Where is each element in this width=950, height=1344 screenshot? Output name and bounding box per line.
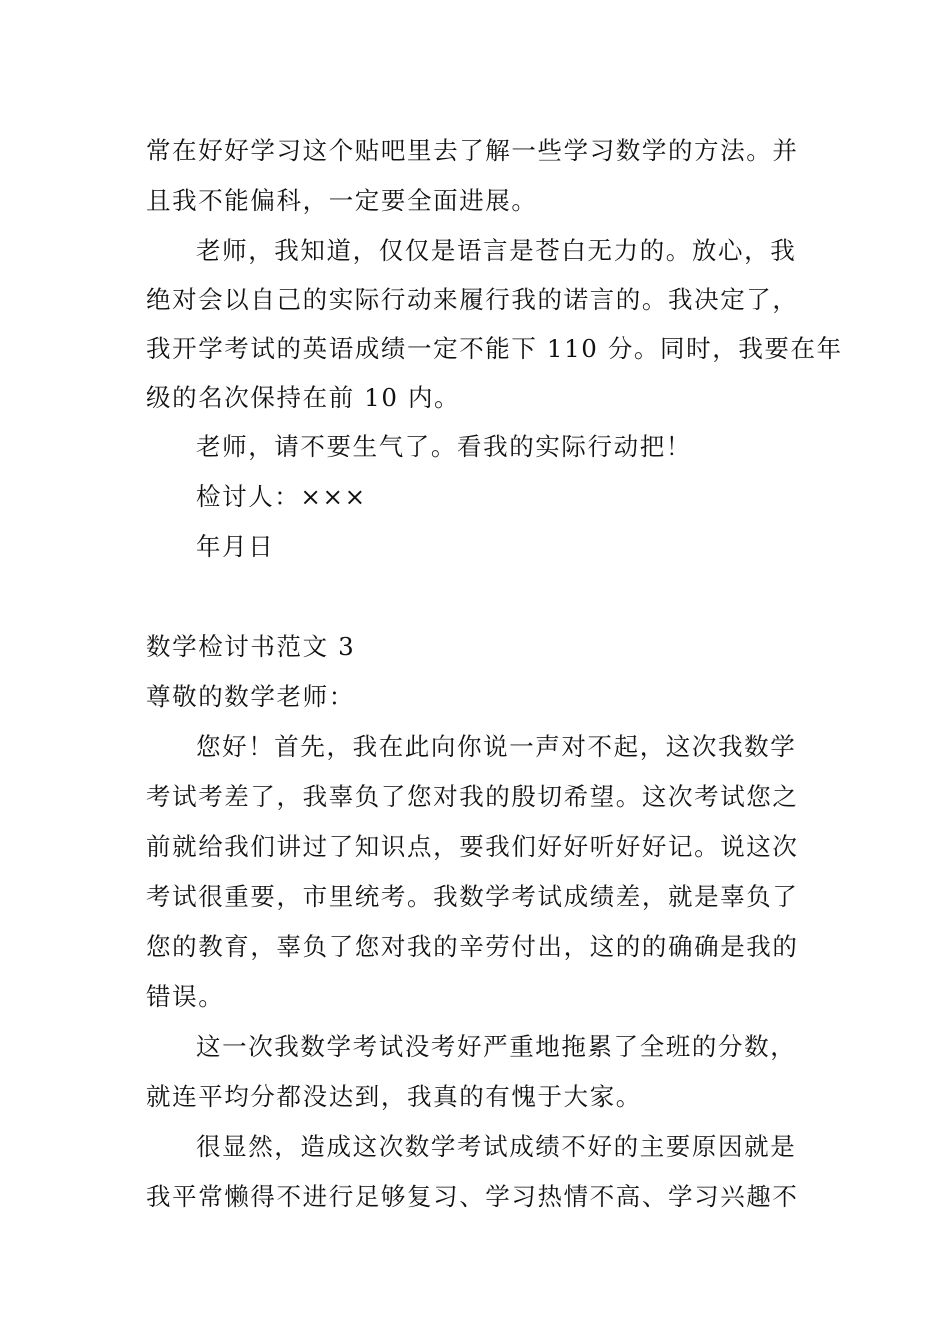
text-line: 这一次我数学考试没考好严重地拖累了全班的分数， <box>196 1032 797 1061</box>
text-line: 且我不能偏科，一定要全面进展。 <box>146 186 538 215</box>
text-line: 考试很重要，市里统考。我数学考试成绩差，就是辜负了 <box>146 882 799 911</box>
date-line: 年月日 <box>196 532 275 561</box>
text-line: 我平常懒得不进行足够复习、学习热情不高、学习兴趣不 <box>146 1182 799 1211</box>
text-line: 前就给我们讲过了知识点，要我们好好听好好记。说这次 <box>146 832 799 861</box>
text-line: 考试考差了，我辜负了您对我的殷切希望。这次考试您之 <box>146 782 799 811</box>
text-line: 老师，请不要生气了。看我的实际行动把！ <box>196 432 692 461</box>
section-title: 数学检讨书范文 3 <box>146 632 356 661</box>
text-line: 常在好好学习这个贴吧里去了解一些学习数学的方法。并 <box>146 136 799 165</box>
text-line: 很显然，造成这次数学考试成绩不好的主要原因就是 <box>196 1132 797 1161</box>
text-line: 绝对会以自己的实际行动来履行我的诺言的。我决定了， <box>146 285 799 314</box>
text-line: 错误。 <box>146 982 225 1011</box>
text-line: 您的教育，辜负了您对我的辛劳付出，这的的确确是我的 <box>146 932 799 961</box>
text-line: 您好！首先，我在此向你说一声对不起，这次我数学 <box>196 732 797 761</box>
salutation: 尊敬的数学老师： <box>146 682 355 711</box>
text-line: 老师，我知道，仅仅是语言是苍白无力的。放心，我 <box>196 236 797 265</box>
signature-line: 检讨人：××× <box>196 482 367 511</box>
text-line: 就连平均分都没达到，我真的有愧于大家。 <box>146 1082 642 1111</box>
text-line: 级的名次保持在前 10 内。 <box>146 383 461 412</box>
text-line: 我开学考试的英语成绩一定不能下 110 分。同时，我要在年 <box>146 334 843 363</box>
